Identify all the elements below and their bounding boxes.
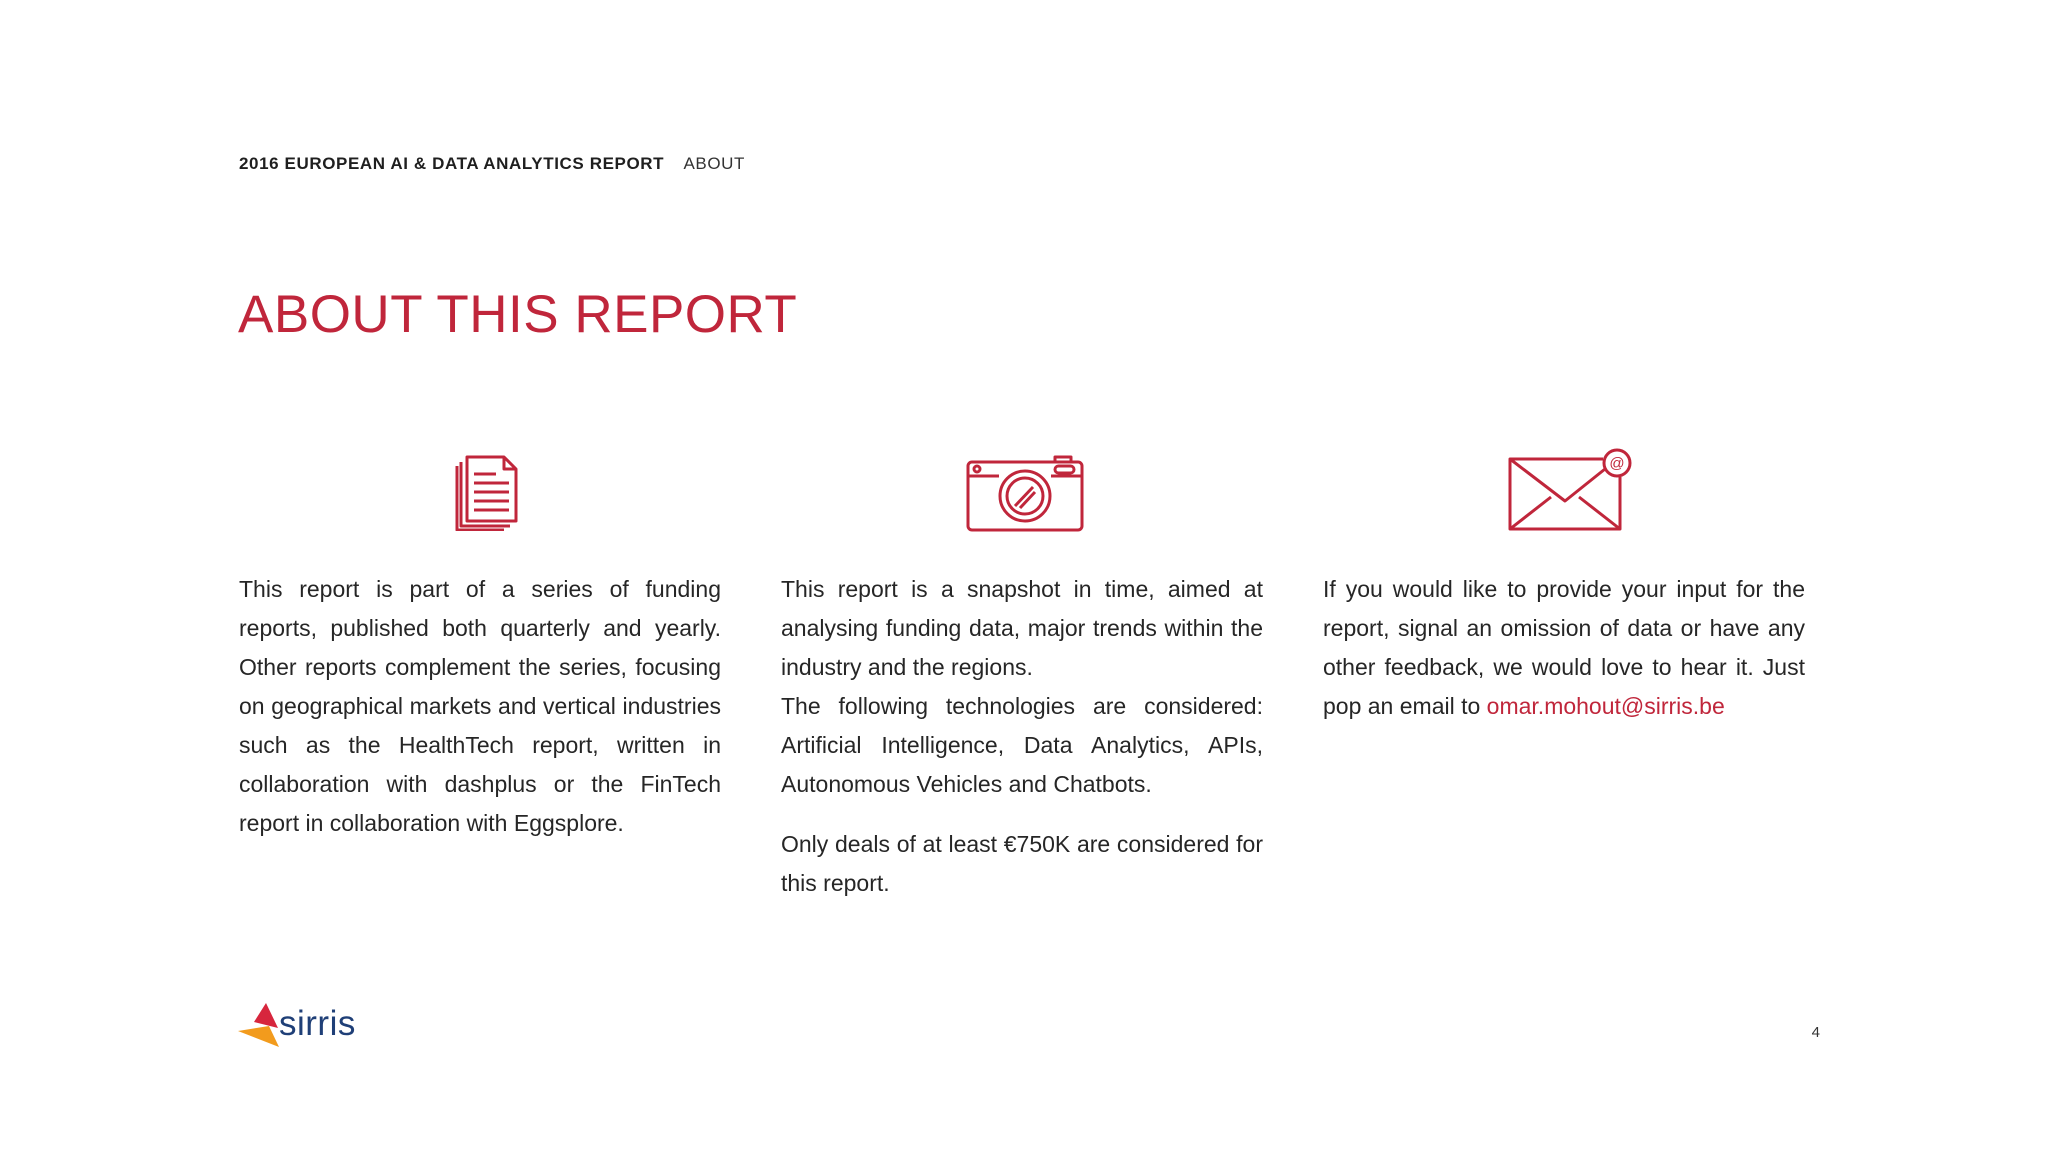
funding-reports-text: This report is part of a series of funding reports, published both quarterly and yearly. Other reports complement the series, focusing on geographical markets and vertical industries such as the HealthTech report, written in collaboration with dashplus or the FinTech report in collaboration with Eggsplore. — [239, 576, 721, 836]
funding-reports-column — [239, 570, 721, 843]
technologies-text: The following technologies are considered: Artificial Intelligence, Data Analytics, APIs, Autonomous Vehicles and Chatbots. — [781, 693, 1263, 797]
camera-icon — [965, 454, 1085, 532]
sirris-logo-text: sirris — [279, 1004, 356, 1043]
report-name: 2016 EUROPEAN AI & DATA ANALYTICS REPORT — [239, 154, 665, 173]
email-icon — [1507, 447, 1633, 532]
snapshot-text: This report is a snapshot in time, aimed at analysing funding data, major trends within the industry and the regions. — [781, 576, 1263, 680]
page-number: 4 — [1811, 1024, 1820, 1041]
deal-threshold-text: Only deals of at least €750K are considered for this report. — [781, 831, 1263, 896]
feedback-text — [1323, 570, 1805, 726]
document-icon — [454, 454, 520, 531]
feedback-message: If you would like to provide your input for the report, signal an omission of data or have any other feedback, we would love to hear it. Just pop an email to — [1323, 576, 1805, 719]
page-title: ABOUT THIS REPORT — [238, 285, 798, 344]
svg-text:@: @ — [1609, 455, 1625, 472]
section-label: ABOUT — [683, 154, 746, 173]
snapshot-column — [781, 570, 1263, 903]
feedback-column — [1323, 570, 1805, 726]
report-header — [239, 154, 745, 174]
email-link[interactable]: omar.mohout@sirris.be — [1486, 693, 1725, 719]
